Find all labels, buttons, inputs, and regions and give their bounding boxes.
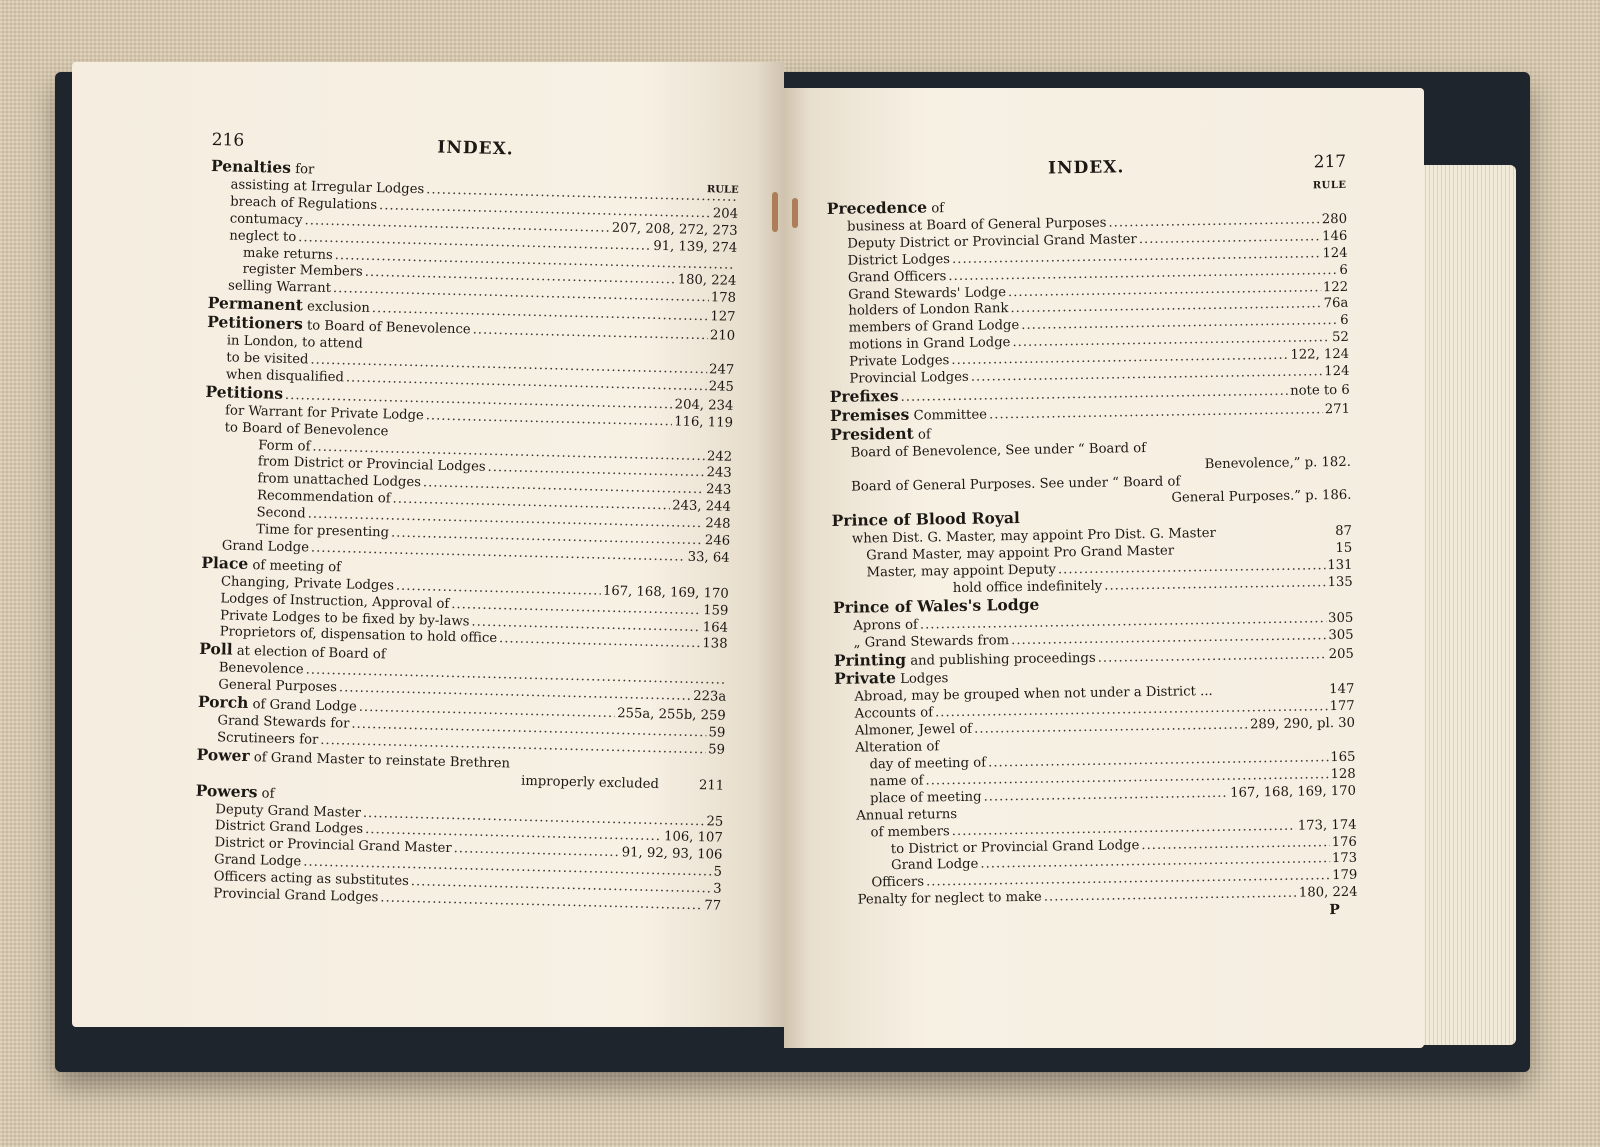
entry-heading: Private — [834, 668, 897, 689]
entry-text: motions in Grand Lodge — [848, 335, 1011, 353]
rule-number: 207, 208, 272, 273 — [611, 220, 738, 239]
entry-text: Grand Lodge — [213, 852, 302, 870]
entry-text: assisting at Irregular Lodges — [230, 177, 425, 198]
rule-number: 116, 119 — [674, 414, 734, 431]
entry-text: and publishing proceedings — [910, 650, 1096, 669]
entry-text: Master, may appoint Deputy — [866, 562, 1057, 581]
rule-column-label: RULE — [1312, 179, 1347, 192]
rule-number: 177 — [1329, 699, 1355, 715]
entry-text: of meeting of — [252, 557, 342, 576]
entry-text: Accounts of — [854, 705, 934, 722]
entry-text: Deputy District or Provincial Grand Master — [847, 231, 1137, 252]
entry-heading: Porch — [197, 691, 249, 713]
entry-text: Alteration of — [855, 739, 940, 756]
rule-number: 128 — [1330, 766, 1356, 783]
entry-text: Scrutineers for — [216, 730, 319, 748]
rule-number: 243 — [705, 482, 732, 499]
entry-text: Form of — [258, 437, 311, 454]
rule-number: 246 — [704, 533, 731, 549]
rule-number: 255a, 255b, 259 — [617, 706, 726, 724]
entry-text: Officers — [871, 874, 925, 891]
entry-text: Changing, Private Lodges — [220, 574, 395, 594]
entry-text: hold office indefinitely — [952, 578, 1103, 596]
entry-heading: Permanent — [207, 293, 304, 315]
rule-number: 173 — [1331, 851, 1358, 867]
rule-number: 124 — [1322, 245, 1348, 261]
entry-text: Penalty for neglect to make — [857, 889, 1042, 908]
rule-column-label: RULE — [706, 184, 739, 196]
entry-text: Lodges of Instruction, Approval of — [220, 591, 450, 612]
entry-text: Grand Lodge — [891, 857, 979, 874]
rule-number: 164 — [702, 619, 729, 636]
rule-number: 243, 244 — [671, 498, 732, 516]
rule-number: 205 — [1328, 646, 1354, 662]
entry-text: Committee — [913, 407, 988, 424]
entry-heading: Power — [196, 744, 250, 765]
rule-number: 122, 124 — [1290, 346, 1350, 363]
entry-text: name of — [869, 773, 924, 790]
entry-text: from unattached Lodges — [257, 471, 422, 491]
rule-number: 176 — [1331, 834, 1357, 850]
rule-number: 59 — [707, 742, 726, 758]
right-page-content — [826, 150, 1358, 926]
rule-number: 178 — [710, 290, 737, 307]
rule-number: 5 — [713, 864, 723, 880]
entry-heading: Poll — [199, 639, 233, 660]
entry-text: „ Grand Stewards from — [853, 632, 1010, 651]
index-entries — [193, 155, 739, 916]
rule-number: 33, 64 — [687, 549, 730, 566]
entry-text: Abroad, may be grouped when not under a District ... — [854, 684, 1213, 705]
left-page — [72, 62, 784, 1027]
entry-text: to Board of Benevolence — [306, 318, 471, 338]
entry-text: Board of General Purposes. See under “ Board of — [851, 473, 1181, 495]
entry-text: Time for presenting — [256, 522, 390, 541]
entry-text: business at Board of General Purposes — [846, 215, 1107, 235]
rule-number: 147 — [1329, 682, 1355, 698]
entry-text: when disqualified — [225, 367, 345, 386]
entry-text: of — [261, 786, 275, 802]
rule-number: 6 — [1339, 262, 1348, 278]
rule-number: 167, 168, 169, 170 — [1230, 783, 1357, 801]
entry-text: to Board of Benevolence — [224, 419, 389, 439]
rule-number: 223a — [693, 689, 727, 705]
left-page-content — [193, 128, 740, 916]
rule-number: 180, 224 — [1298, 884, 1358, 901]
rule-number: 211 — [698, 777, 725, 794]
continuation-text: General Purposes.” p. 186. — [1171, 488, 1352, 507]
signature-mark: P — [1329, 902, 1341, 919]
rule-number: 124 — [1324, 363, 1350, 380]
rule-number: 271 — [1324, 401, 1351, 418]
binding-stain — [792, 198, 798, 228]
entry-text: place of meeting — [869, 789, 982, 807]
page-number: 217 — [1313, 151, 1347, 173]
entry-text: Private Lodges — [849, 353, 950, 370]
rule-number: 52 — [1331, 330, 1350, 346]
rule-number: 77 — [704, 898, 722, 914]
entry-text: to be visited — [226, 350, 309, 368]
entry-text: Lodges — [900, 671, 949, 688]
index-entries — [827, 193, 1358, 910]
continuation-text: improperly excluded — [520, 773, 660, 792]
entry-heading: Printing — [833, 649, 907, 670]
entry-text: make returns — [242, 245, 333, 263]
entry-text: Provincial Grand Lodges — [213, 886, 379, 906]
entry-text: for Warrant for Private Lodge — [224, 403, 424, 423]
rule-number: 76a — [1323, 296, 1349, 312]
entry-text: Almoner, Jewel of — [854, 721, 973, 739]
rule-number: 122 — [1322, 279, 1349, 295]
entry-text: Provincial Lodges — [849, 369, 969, 387]
rule-number: 138 — [702, 636, 728, 653]
entry-heading: Petitioners — [207, 312, 304, 334]
rule-number: note to 6 — [1290, 382, 1350, 399]
right-page — [784, 88, 1424, 1048]
entry-text: District Lodges — [847, 251, 951, 269]
entry-heading: Prince of Blood Royal — [831, 508, 1020, 531]
rule-number: 91, 139, 274 — [653, 238, 738, 256]
entry-text: Board of Benevolence, See under “ Board of — [850, 440, 1147, 461]
rule-number: 289, 290, pl. 30 — [1249, 715, 1356, 733]
continuation-text: Benevolence,” p. 182. — [1204, 454, 1351, 472]
entry-text: of members — [870, 823, 950, 841]
entry-heading: Prefixes — [829, 385, 899, 406]
rule-number: 135 — [1327, 574, 1353, 591]
entry-text: General Purposes — [218, 677, 338, 696]
entry-text: Benevolence — [218, 660, 304, 678]
rule-number: 127 — [710, 309, 736, 326]
entry-text: of — [917, 427, 931, 443]
entry-text: to District or Provincial Grand Lodge — [890, 837, 1140, 857]
rule-number: 25 — [706, 813, 724, 830]
rule-number: 106, 107 — [663, 829, 723, 847]
rule-number: 305 — [1328, 627, 1354, 643]
rule-number: 180, 224 — [677, 272, 737, 290]
rule-number: 59 — [708, 725, 726, 741]
entry-text: of Grand Lodge — [252, 697, 357, 715]
rule-number: 243 — [706, 465, 732, 482]
page-number: 216 — [211, 129, 245, 151]
entry-text: register Members — [242, 262, 363, 281]
rule-number: 280 — [1321, 211, 1348, 228]
entry-text: contumacy — [229, 211, 303, 228]
entry-text: Grand Officers — [847, 268, 947, 286]
rule-number: 247 — [708, 362, 735, 378]
entry-heading: Prince of Wales's Lodge — [832, 594, 1040, 617]
entry-heading: President — [830, 423, 914, 444]
entry-heading: Precedence — [826, 197, 928, 218]
entry-text: District or Provincial Grand Master — [214, 835, 452, 857]
rule-number: 159 — [703, 602, 729, 619]
rule-number: 15 — [1335, 540, 1353, 557]
entry-text: Grand Master, may appoint Pro Grand Master — [866, 543, 1175, 564]
entry-text: holders of London Rank — [848, 301, 1009, 320]
entry-text: Grand Stewards' Lodge — [848, 284, 1007, 303]
entry-text: for — [294, 162, 315, 178]
entry-text: Recommendation of — [256, 488, 391, 507]
rule-number: 179 — [1332, 868, 1358, 884]
entry-text: members of Grand Lodge — [848, 318, 1020, 337]
rule-number: 167, 168, 169, 170 — [602, 583, 729, 602]
entry-text: District Grand Lodges — [214, 818, 364, 838]
rule-number: 6 — [1340, 313, 1349, 329]
rule-number: 146 — [1322, 228, 1348, 245]
running-title: INDEX. — [1047, 157, 1125, 179]
entry-text: in London, to attend — [226, 333, 363, 352]
rule-number: 210 — [709, 328, 736, 344]
entry-text: Grand Stewards for — [217, 713, 350, 732]
entry-text: Grand Lodge — [221, 538, 310, 556]
entry-text: Second — [256, 505, 306, 522]
rule-number: 91, 92, 93, 106 — [621, 845, 723, 864]
entry-text: from District or Provincial Lodges — [257, 454, 486, 476]
rule-number: 245 — [708, 379, 735, 395]
entry-text: of Grand Master to reinstate Brethren — [253, 750, 511, 772]
entry-text: Officers acting as substitutes — [213, 869, 410, 890]
entry-text: neglect to — [229, 228, 297, 245]
entry-heading: Penalties — [210, 155, 292, 177]
entry-text: when Dist. G. Master, may appoint Pro Dist. G. Master — [851, 526, 1216, 547]
entry-text: Deputy Grand Master — [215, 801, 362, 821]
entry-heading: Powers — [195, 780, 258, 801]
entry-heading: Premises — [829, 404, 910, 425]
entry-text: Annual returns — [856, 806, 958, 824]
rule-number: 305 — [1328, 610, 1354, 626]
entry-heading: Petitions — [205, 381, 284, 403]
entry-text: Private Lodges to be fixed by by-laws — [219, 607, 470, 629]
entry-heading: Place — [201, 552, 249, 573]
rule-number: 204, 234 — [674, 397, 734, 414]
entry-text: of — [931, 201, 945, 217]
running-title: INDEX. — [437, 137, 514, 160]
rule-number: 165 — [1330, 749, 1356, 766]
rule-number: 242 — [706, 448, 733, 465]
rule-number: 248 — [705, 516, 731, 532]
rule-number: 131 — [1327, 557, 1353, 574]
entry-text: selling Warrant — [227, 278, 332, 297]
rule-number: 173, 174 — [1297, 817, 1357, 834]
rule-number: 3 — [712, 881, 722, 897]
rule-number: 87 — [1335, 524, 1353, 540]
entry-text: day of meeting of — [869, 755, 987, 773]
entry-text: exclusion — [306, 299, 371, 317]
binding-stain — [772, 192, 778, 232]
entry-text: breach of Regulations — [230, 194, 378, 213]
rule-number: 204 — [712, 206, 739, 222]
entry-text: at election of Board of — [236, 644, 386, 663]
entry-text: Proprietors of, dispensation to hold office — [219, 624, 498, 647]
entry-text: Aprons of — [853, 617, 918, 634]
